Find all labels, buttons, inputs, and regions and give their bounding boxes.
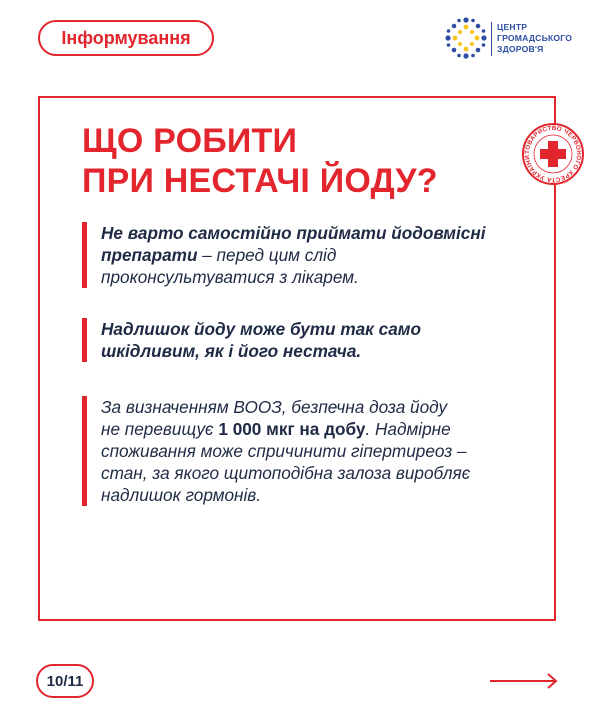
logo-divider bbox=[491, 22, 492, 56]
title-line: ЩО РОБИТИ bbox=[82, 122, 298, 160]
text-line: надлишок гормонів. bbox=[101, 485, 262, 505]
bold-text: препарати bbox=[101, 245, 198, 265]
logo-line: ЗДОРОВ'Я bbox=[497, 44, 544, 54]
page-indicator: 10/11 bbox=[36, 664, 94, 698]
text-line: споживання може спричинити гіпертиреоз – bbox=[101, 441, 467, 461]
text-line: Не варто самостійно приймати йодовмісні bbox=[101, 223, 486, 243]
logo-line: ЦЕНТР bbox=[497, 22, 528, 32]
text-span: – перед цим слід bbox=[197, 245, 337, 265]
text-span: не перевищує bbox=[101, 419, 219, 439]
bold-text: 1 000 мкг на добу bbox=[218, 419, 366, 439]
text-line: стан, за якого щитоподібна залоза виробляє bbox=[101, 463, 471, 483]
red-cross-society-badge bbox=[521, 122, 585, 186]
public-health-center-logo bbox=[444, 16, 576, 62]
badge-ring-text: ТОВАРИСТВО ЧЕРВОНОГО ХРЕСТА УКРАЇНИ bbox=[523, 124, 583, 184]
logo-wordmark bbox=[497, 22, 572, 55]
page-title bbox=[82, 121, 438, 201]
text-line: проконсультуватися з лікарем. bbox=[101, 267, 359, 287]
text-line: Надлишок йоду може бути так само bbox=[101, 319, 421, 339]
advice-paragraph-1 bbox=[82, 222, 486, 288]
logo-line: ГРОМАДСЬКОГО bbox=[497, 33, 573, 43]
advice-paragraph-3 bbox=[82, 396, 470, 506]
title-line: ПРИ НЕСТАЧІ ЙОДУ? bbox=[82, 162, 438, 200]
text-span: . Надмірне bbox=[365, 419, 451, 439]
category-tag: Інформування bbox=[38, 20, 214, 56]
text-line: За визначенням ВООЗ, безпечна доза йоду bbox=[101, 397, 448, 417]
phc-logo-icon bbox=[444, 16, 488, 60]
text-line: шкідливим, як і його нестача. bbox=[101, 341, 362, 361]
advice-paragraph-2 bbox=[82, 318, 421, 362]
arrow-right-icon[interactable] bbox=[490, 672, 560, 690]
